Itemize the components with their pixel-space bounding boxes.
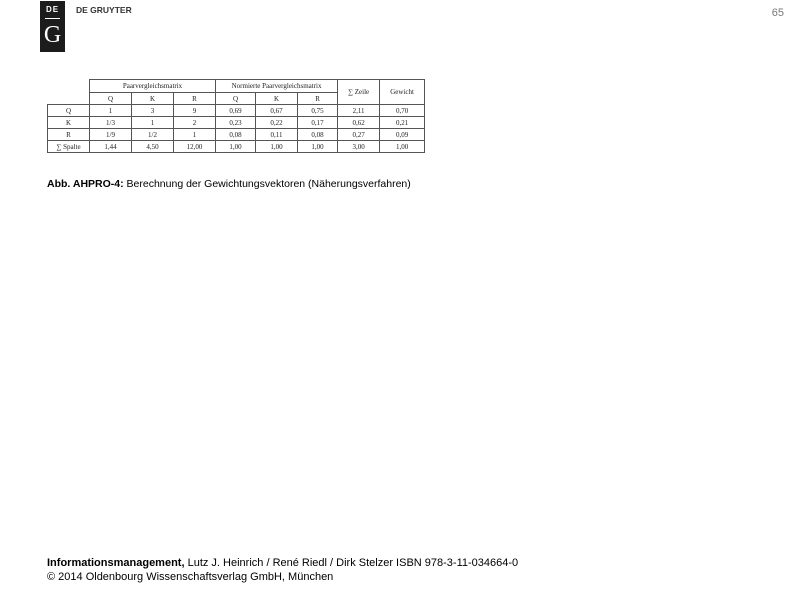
subheader-cell: Q: [90, 93, 132, 105]
subheader-cell: R: [174, 93, 216, 105]
table-row: [48, 141, 425, 153]
table-cell: 0,11: [256, 129, 298, 141]
table-cell: 0,67: [256, 105, 298, 117]
table-cell: 0,17: [298, 117, 338, 129]
header-weight: Gewicht: [380, 80, 425, 105]
table-cell: 3: [132, 105, 174, 117]
row-label: Q: [48, 105, 90, 117]
caption-text: Berechnung der Gewichtungsvektoren (Näherungsverfahren): [123, 178, 411, 190]
table-row: [48, 129, 425, 141]
table-cell: 1/3: [90, 117, 132, 129]
footer-authors-isbn: Lutz J. Heinrich / René Riedl / Dirk Stelzer ISBN 978-3-11-034664-0: [184, 557, 519, 569]
footer-copyright: © 2014 Oldenbourg Wissenschaftsverlag GmbH, München: [47, 571, 334, 583]
table-cell: 3,00: [338, 141, 380, 153]
row-label: K: [48, 117, 90, 129]
header-pairwise-matrix: Paarvergleichsmatrix: [90, 80, 216, 93]
table-cell: 0,21: [380, 117, 425, 129]
table-row: [48, 117, 425, 129]
table-cell: 1: [132, 117, 174, 129]
table-cell: 0,22: [256, 117, 298, 129]
table-cell: 2,11: [338, 105, 380, 117]
table-row: [48, 105, 425, 117]
subheader-cell: Q: [216, 93, 256, 105]
footer-citation: [47, 557, 518, 569]
table-cell: 1: [90, 105, 132, 117]
table-cell: 9: [174, 105, 216, 117]
table-cell: 0,23: [216, 117, 256, 129]
table-cell: 1: [174, 129, 216, 141]
table-cell: 0,27: [338, 129, 380, 141]
figure-caption: [47, 178, 411, 190]
header-corner: [48, 80, 90, 105]
table-header-row: [48, 80, 425, 93]
table-cell: 0,09: [380, 129, 425, 141]
de-gruyter-logo: [40, 1, 65, 52]
logo-letter: G: [43, 22, 62, 48]
logo-rule: [45, 18, 60, 19]
table-cell: 1,00: [380, 141, 425, 153]
header-row-sum: ∑ Zeile: [338, 80, 380, 105]
table-cell: 0,70: [380, 105, 425, 117]
table-cell: 0,69: [216, 105, 256, 117]
table-cell: 2: [174, 117, 216, 129]
ahp-weight-table: [47, 79, 425, 153]
table-cell: 4,50: [132, 141, 174, 153]
table-cell: 1,00: [256, 141, 298, 153]
table-cell: 1/9: [90, 129, 132, 141]
caption-label: Abb. AHPRO-4:: [47, 178, 124, 190]
table-cell: 1,00: [216, 141, 256, 153]
table-cell: 0,75: [298, 105, 338, 117]
table-cell: 12,00: [174, 141, 216, 153]
subheader-cell: K: [256, 93, 298, 105]
row-label: R: [48, 129, 90, 141]
table-cell: 1,44: [90, 141, 132, 153]
table-cell: 0,08: [216, 129, 256, 141]
row-label: ∑ Spalte: [48, 141, 90, 153]
table-cell: 1,00: [298, 141, 338, 153]
subheader-cell: R: [298, 93, 338, 105]
page-number: 65: [771, 7, 784, 19]
table-cell: 0,08: [298, 129, 338, 141]
subheader-cell: K: [132, 93, 174, 105]
table-cell: 1/2: [132, 129, 174, 141]
logo-top-text: DE: [45, 5, 60, 14]
footer-book-title: Informationsmanagement,: [47, 557, 185, 569]
header-normalized-matrix: Normierte Paarvergleichsmatrix: [216, 80, 338, 93]
table-cell: 0,62: [338, 117, 380, 129]
publisher-brand: DE GRUYTER: [76, 5, 132, 15]
